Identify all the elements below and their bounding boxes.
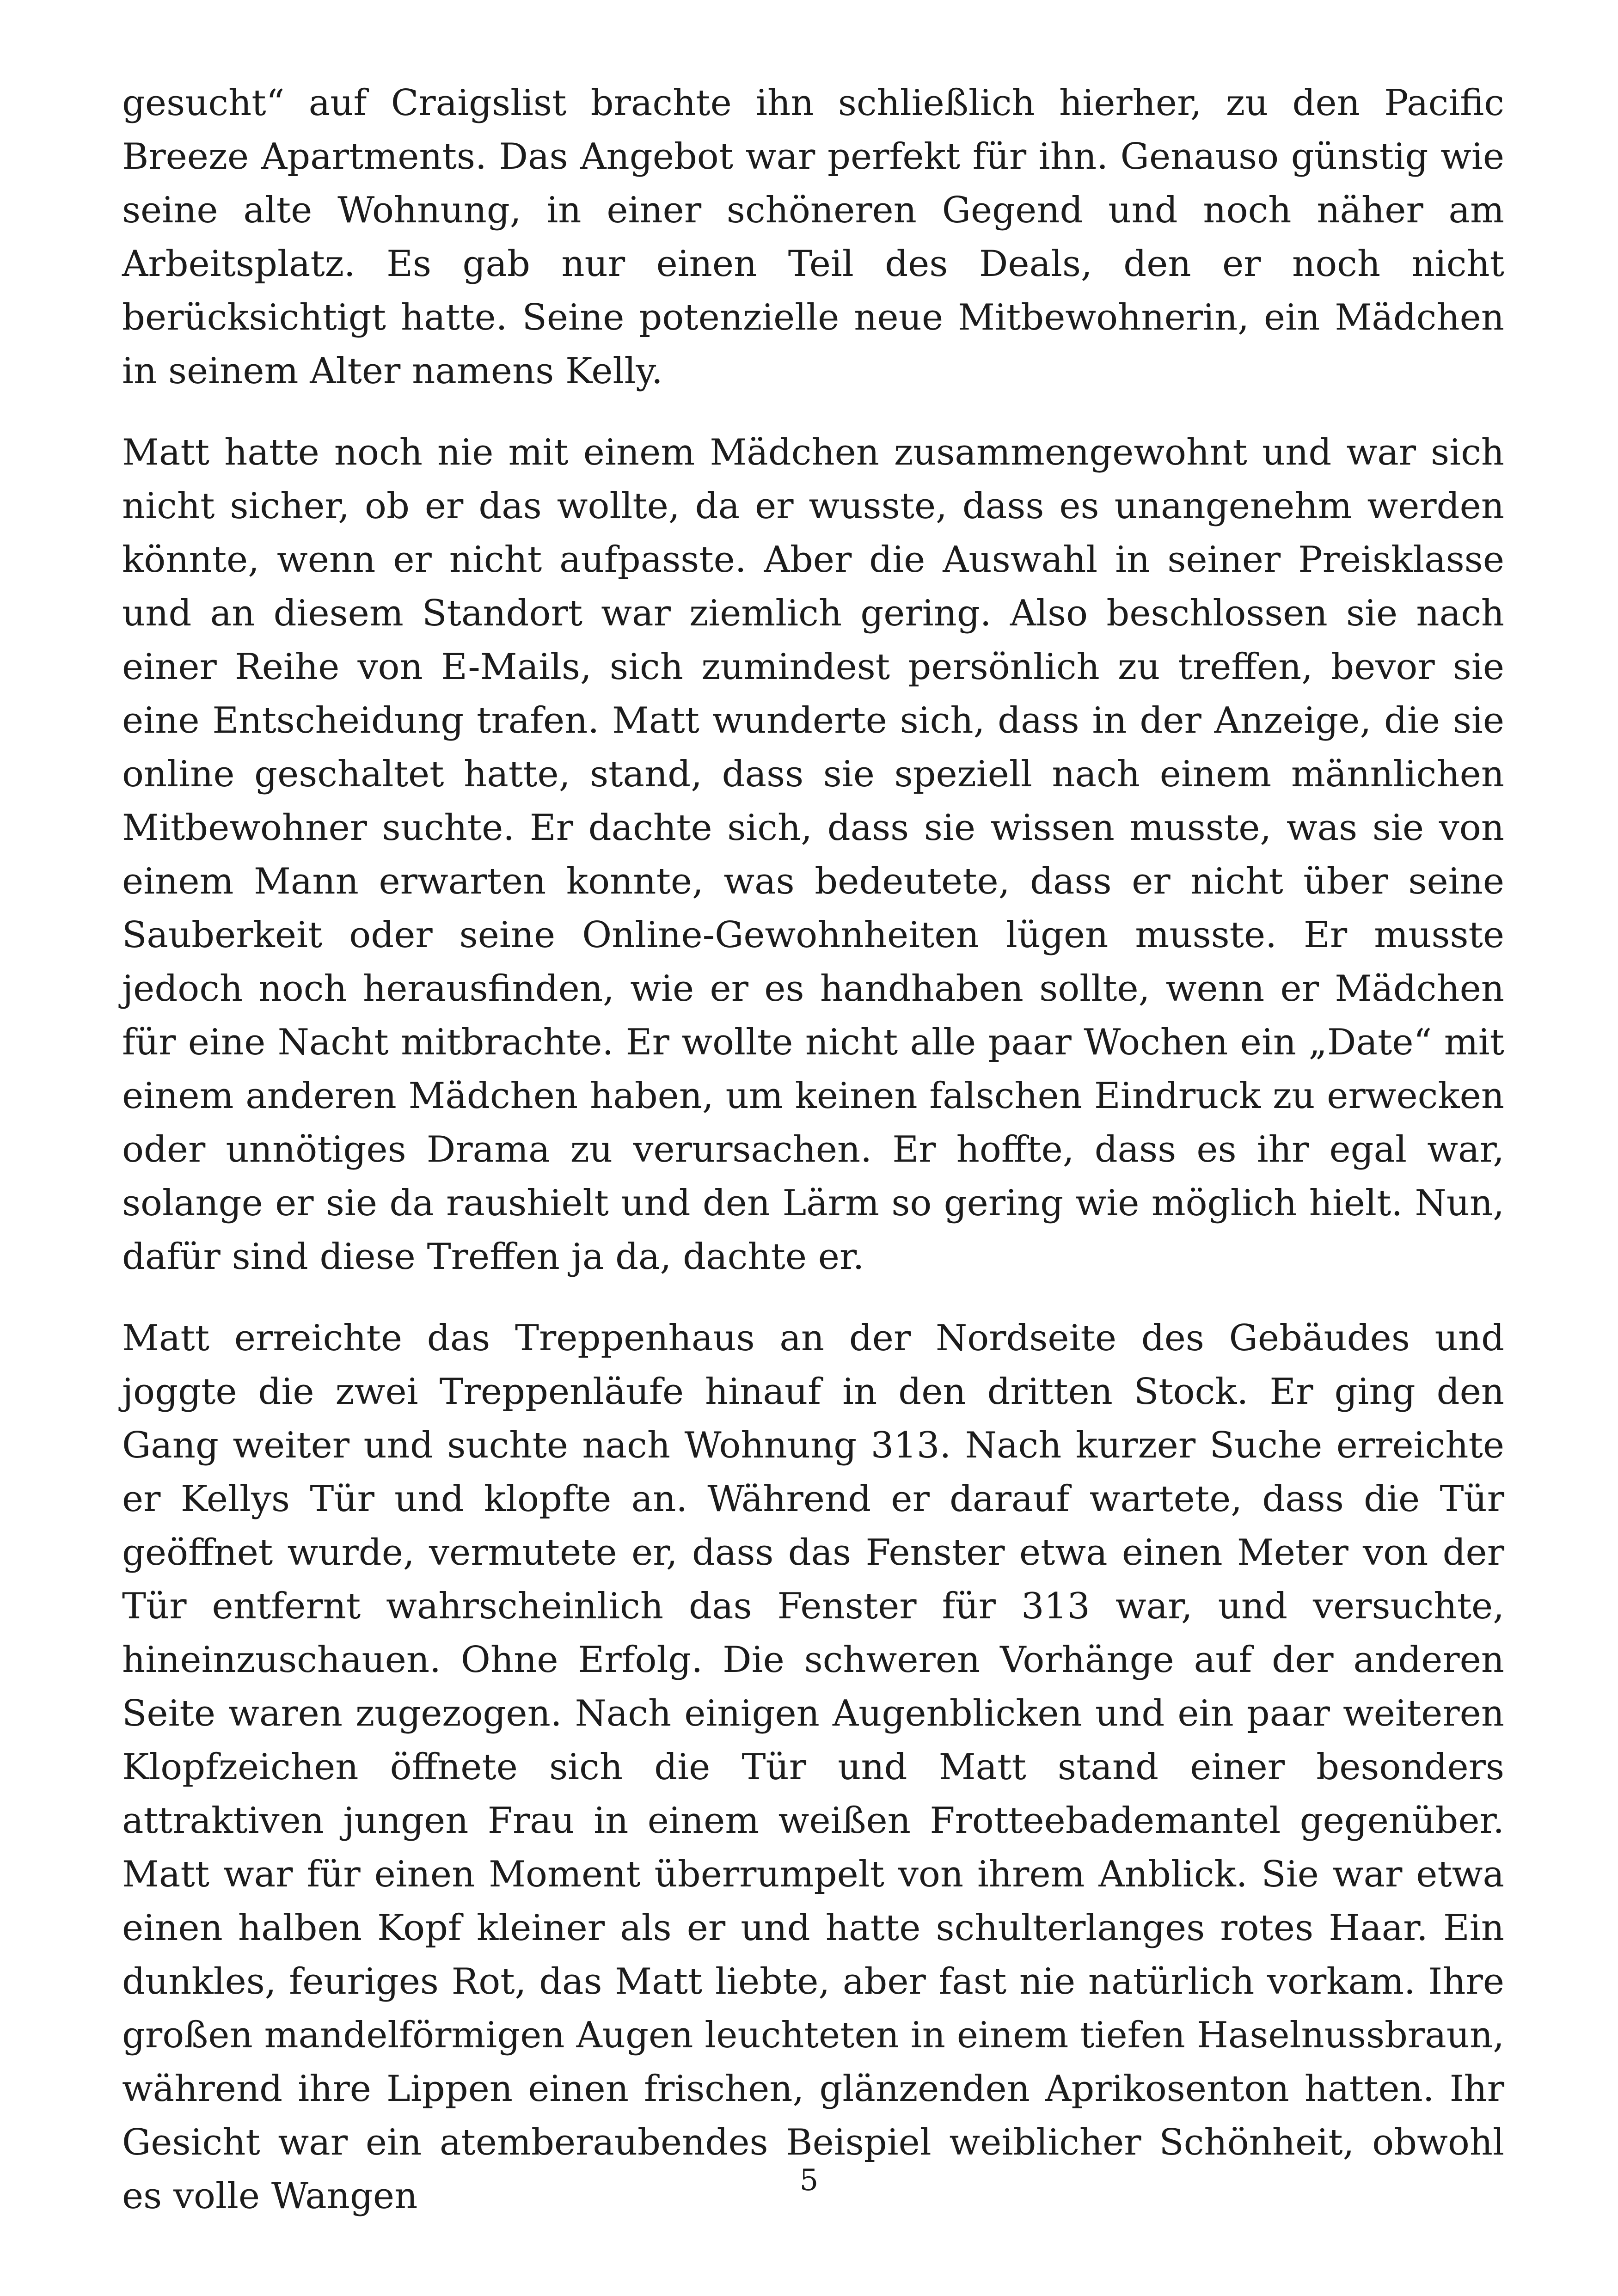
paragraph-3: Matt erreichte das Treppenhaus an der Nordseite des Gebäudes und joggte die zwei Treppenläufe hinauf in den dritten Stock. Er ging den Gang weiter und suchte nach Wohnung 313. Nach kurzer Suche erreichte er Kellys Tür und klopfte an. Während er darauf wartete, dass die Tür geöffnet wurde, vermutete er, dass das Fenster etwa einen Meter von der Tür entfernt wahrscheinlich das Fenster für 313 war, und versuchte, hineinzuschauen. Ohne Erfolg. Die schweren Vorhänge auf der anderen Seite waren zugezogen. Nach einigen Augenblicken und ein paar weiteren Klopfzeichen öffnete sich die Tür und Matt stand einer besonders attraktiven jungen Frau in einem weißen Frotteebademantel gegenüber. Matt war für einen Moment überrumpelt von ihrem Anblick. Sie war etwa einen halben Kopf kleiner als er und hatte schulterlanges rotes Haar. Ein dunkles, feuriges Rot, das Matt liebte, aber fast nie natürlich vorkam. Ihre großen mandelförmigen Augen leuchteten in einem tiefen Haselnussbraun, während ihre Lippen einen frischen, glänzenden Aprikosenton hatten. Ihr Gesicht war ein atemberaubendes Beispiel weiblicher Schönheit, obwohl es volle Wangen	[122, 1317, 1504, 2217]
paragraph-2: Matt hatte noch nie mit einem Mädchen zusammengewohnt und war sich nicht sicher, ob er das wollte, da er wusste, dass es unangenehm werden könnte, wenn er nicht aufpasste. Aber die Auswahl in seiner Preisklasse und an diesem Standort war ziemlich gering. Also beschlossen sie nach einer Reihe von E-Mails, sich zumindest persönlich zu treffen, bevor sie eine Entscheidung trafen. Matt wunderte sich, dass in der Anzeige, die sie online geschaltet hatte, stand, dass sie speziell nach einem männlichen Mitbewohner suchte. Er dachte sich, dass sie wissen musste, was sie von einem Mann erwarten konnte, was bedeutete, dass er nicht über seine Sauberkeit oder seine Online-Gewohnheiten lügen musste. Er musste jedoch noch herausfinden, wie er es handhaben sollte, wenn er Mädchen für eine Nacht mitbrachte. Er wollte nicht alle paar Wochen ein „Date“ mit einem anderen Mädchen haben, um keinen falschen Eindruck zu erwecken oder unnötiges Drama zu verursachen. Er hoffte, dass es ihr egal war, solange er sie da raushielt und den Lärm so gering wie möglich hielt. Nun, dafür sind diese Treffen ja da, dachte er.	[122, 432, 1504, 1278]
paragraph-1: gesucht“ auf Craigslist brachte ihn schließlich hierher, zu den Pacific Breeze Apartments. Das Angebot war perfekt für ihn. Genauso günstig wie seine alte Wohnung, in einer schöneren Gegend und noch näher am Arbeitsplatz. Es gab nur einen Teil des Deals, den er noch nicht berücksichtigt hatte. Seine potenzielle neue Mitbewohnerin, ein Mädchen in seinem Alter namens Kelly.	[122, 82, 1504, 392]
page-number: 5	[799, 2163, 819, 2198]
body-text	[122, 76, 1504, 2251]
